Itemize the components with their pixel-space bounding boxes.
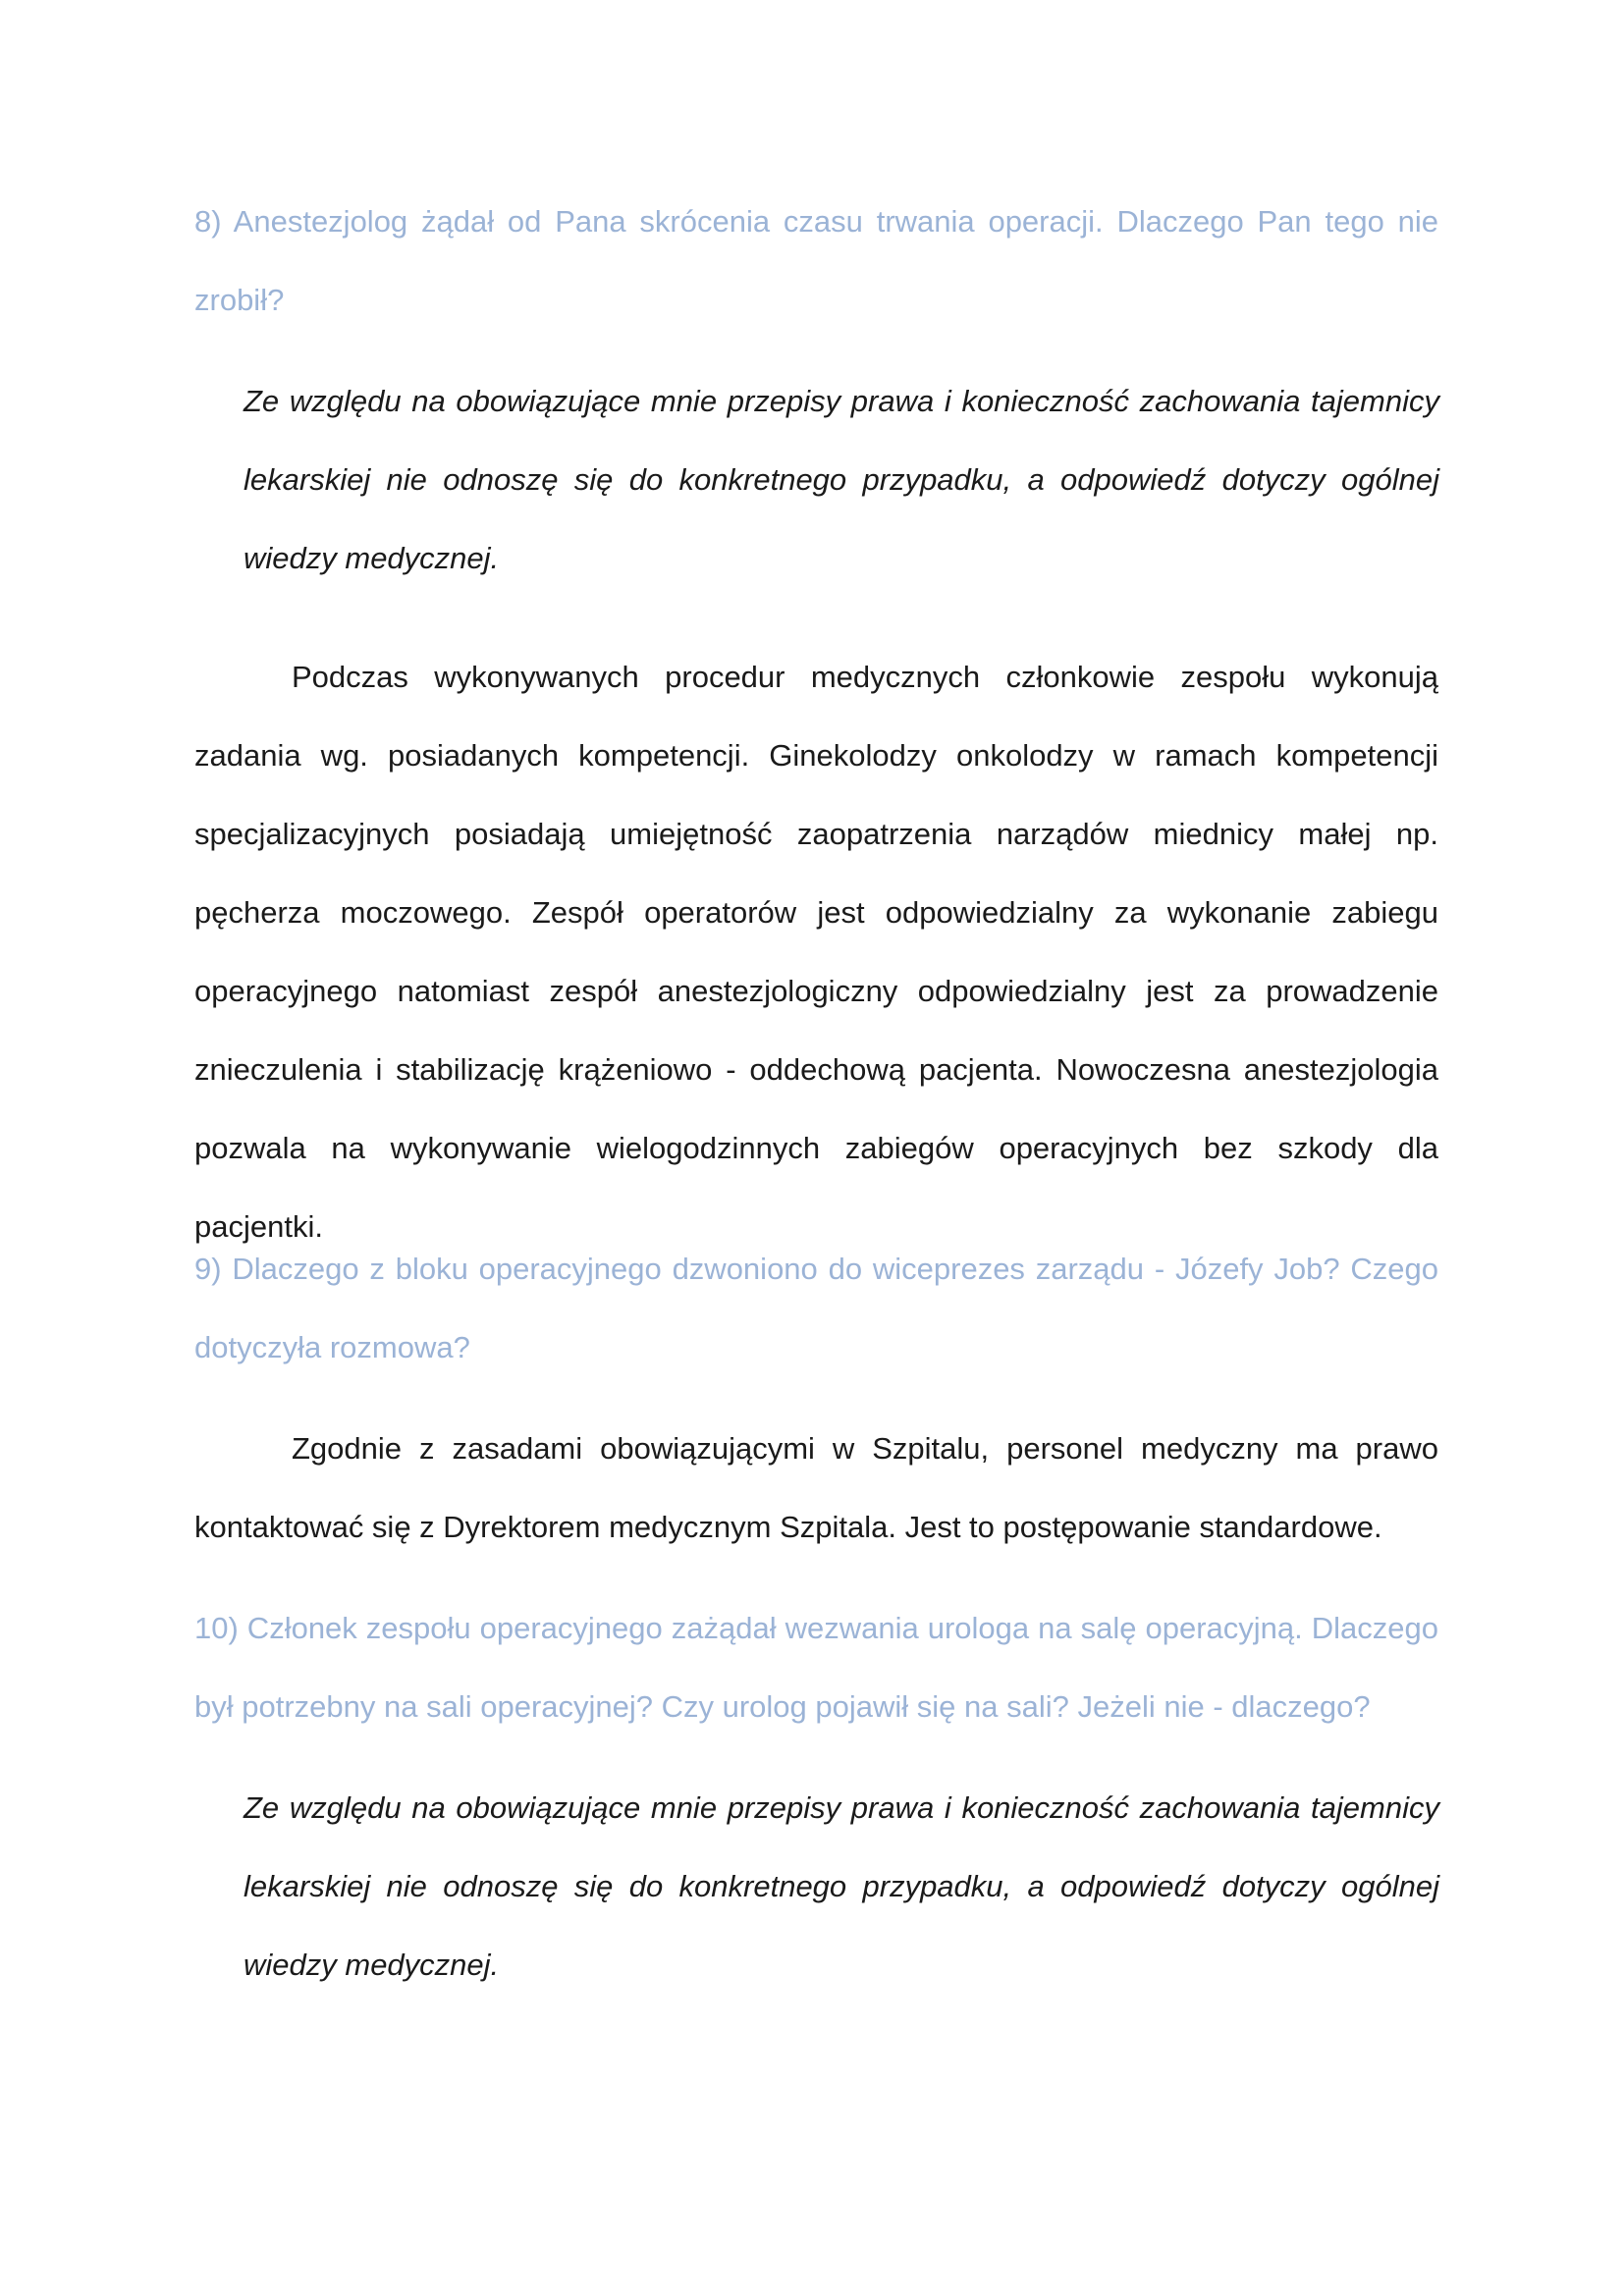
disclaimer-10: Ze względu na obowiązujące mnie przepisy prawa i konieczność zachowania tajemnicy lekarskiej nie odnoszę się do konkretnego przypadku, a odpowiedź dotyczy ogólnej wiedzy medycznej. [244, 1790, 1439, 1982]
answer-9: Zgodnie z zasadami obowiązującymi w Szpitalu, personel medyczny ma prawo kontaktować się z Dyrektorem medycznym Szpitala. Jest to postępowanie standardowe. [194, 1431, 1438, 1544]
question-9: 9) Dlaczego z bloku operacyjnego dzwoniono do wiceprezes zarządu - Józefy Job? Czego dotyczyła rozmowa? [194, 1252, 1438, 1364]
question-10: 10) Członek zespołu operacyjnego zażądał wezwania urologa na salę operacyjną. Dlaczego był potrzebny na sali operacyjnej? Czy urolog pojawił się na sali? Jeżeli nie - dlaczego? [194, 1611, 1438, 1724]
answer-8: Podczas wykonywanych procedur medycznych członkowie zespołu wykonują zadania wg. posiadanych kompetencji. Ginekolodzy onkolodzy w ramach kompetencji specjalizacyjnych posiadają umiejętność zaopatrzenia narządów miednicy małej np. pęcherza moczowego. Zespół operatorów jest odpowiedzialny za wykonanie zabiegu operacyjnego natomiast zespół anestezjologiczny odpowiedzialny jest za prowadzenie znieczulenia i stabilizację krążeniowo - oddechową pacjenta. Nowoczesna anestezjologia pozwala na wykonywanie wielogodzinnych zabiegów operacyjnych bez szkody dla pacjentki. [194, 660, 1438, 1244]
question-8: 8) Anestezjolog żądał od Pana skrócenia czasu trwania operacji. Dlaczego Pan tego nie zrobił? [194, 204, 1438, 317]
disclaimer-8: Ze względu na obowiązujące mnie przepisy prawa i konieczność zachowania tajemnicy lekarskiej nie odnoszę się do konkretnego przypadku, a odpowiedź dotyczy ogólnej wiedzy medycznej. [244, 384, 1439, 575]
